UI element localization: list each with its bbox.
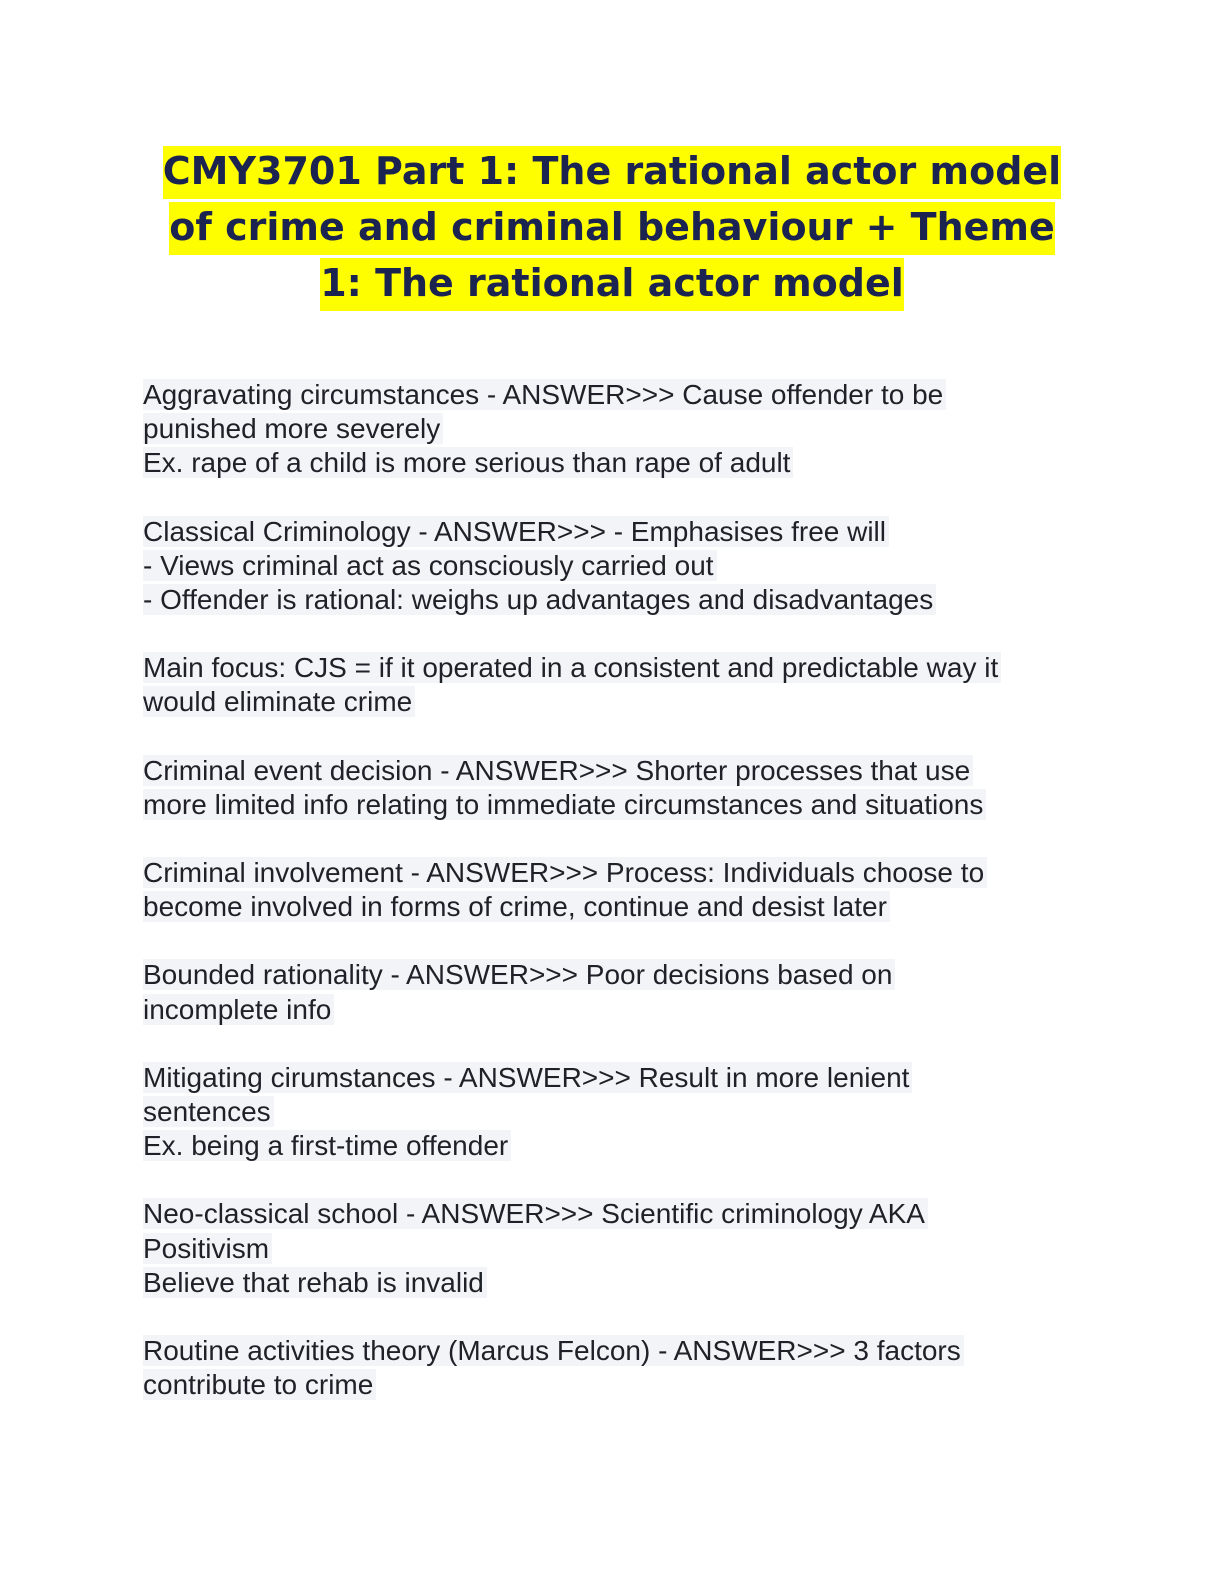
entry-line: Ex. rape of a child is more serious than rape of adult <box>143 446 1083 480</box>
entry-line: Criminal event decision - ANSWER>>> Shorter processes that use <box>143 754 1083 788</box>
qa-entry-aggravating-circumstances <box>143 378 1083 481</box>
entry-line: more limited info relating to immediate circumstances and situations <box>143 788 1083 822</box>
title-line: 1: The rational actor model <box>0 255 1224 311</box>
qa-entry-bounded-rationality <box>143 958 1083 1026</box>
qa-entry-criminal-involvement <box>143 856 1083 924</box>
qa-entry-neo-classical-school <box>143 1197 1083 1300</box>
entry-line: incomplete info <box>143 993 1083 1027</box>
qa-entry-criminal-event-decision <box>143 754 1083 822</box>
entry-line: Positivism <box>143 1232 1083 1266</box>
entry-line: become involved in forms of crime, continue and desist later <box>143 890 1083 924</box>
qa-entry-mitigating-circumstances <box>143 1061 1083 1164</box>
qa-entry-routine-activities-theory <box>143 1334 1083 1402</box>
entry-line: Neo-classical school - ANSWER>>> Scientific criminology AKA <box>143 1197 1083 1231</box>
entry-line: Criminal involvement - ANSWER>>> Process: Individuals choose to <box>143 856 1083 890</box>
qa-entry-classical-criminology <box>143 515 1083 618</box>
title-line: of crime and criminal behaviour + Theme <box>0 199 1224 255</box>
entry-line: contribute to crime <box>143 1368 1083 1402</box>
entry-line: Classical Criminology - ANSWER>>> - Emphasises free will <box>143 515 1083 549</box>
entry-line: Aggravating circumstances - ANSWER>>> Cause offender to be <box>143 378 1083 412</box>
entry-line: Mitigating cirumstances - ANSWER>>> Result in more lenient <box>143 1061 1083 1095</box>
qa-list <box>143 378 1083 1436</box>
entry-line: Routine activities theory (Marcus Felcon) - ANSWER>>> 3 factors <box>143 1334 1083 1368</box>
document-title <box>0 143 1224 311</box>
qa-entry-main-focus <box>143 651 1083 719</box>
entry-line: Bounded rationality - ANSWER>>> Poor decisions based on <box>143 958 1083 992</box>
entry-line: Ex. being a first-time offender <box>143 1129 1083 1163</box>
entry-line: sentences <box>143 1095 1083 1129</box>
title-line: CMY3701 Part 1: The rational actor model <box>0 143 1224 199</box>
entry-line: would eliminate crime <box>143 685 1083 719</box>
entry-line: punished more severely <box>143 412 1083 446</box>
entry-line: Main focus: CJS = if it operated in a consistent and predictable way it <box>143 651 1083 685</box>
entry-line: Believe that rehab is invalid <box>143 1266 1083 1300</box>
entry-line: - Offender is rational: weighs up advantages and disadvantages <box>143 583 1083 617</box>
entry-line: - Views criminal act as consciously carried out <box>143 549 1083 583</box>
